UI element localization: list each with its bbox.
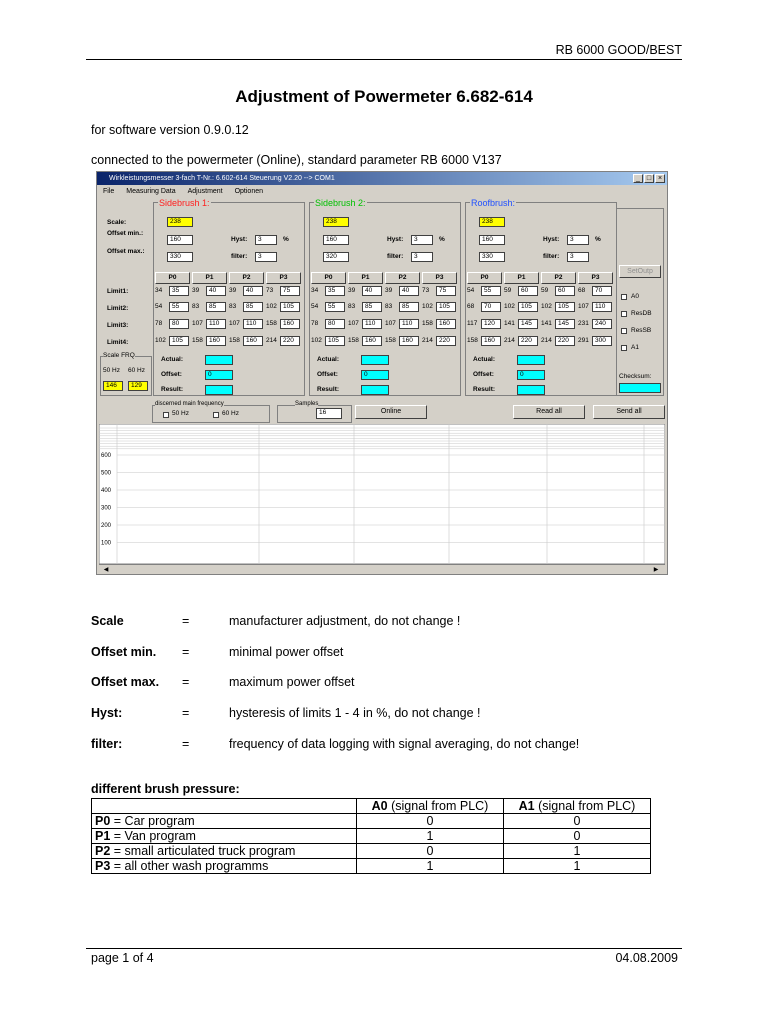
limit-high-field[interactable]: 110 — [592, 302, 612, 312]
program-code: P2 — [95, 844, 111, 858]
limit-low-value: 102 — [266, 303, 277, 310]
setoutp-button[interactable]: SetOutp — [619, 265, 661, 278]
freq-60hz-checkbox[interactable] — [213, 412, 219, 418]
definition-term: Scale — [91, 614, 124, 628]
table-header-empty — [92, 799, 357, 814]
limit-low-value: 158 — [229, 337, 240, 344]
p-column-header[interactable]: P3 — [578, 272, 613, 284]
limit-high-field[interactable]: 220 — [280, 336, 300, 346]
limit-high-field[interactable]: 105 — [325, 336, 345, 346]
percent-label: % — [439, 236, 445, 243]
definition-term: filter: — [91, 737, 123, 751]
program-description: = small articulated truck program — [110, 844, 296, 858]
y-tick-label: 100 — [101, 540, 112, 547]
limit-high-field[interactable]: 60 — [555, 286, 575, 296]
limit1-row-label: Limit1: — [107, 288, 129, 295]
read-all-button[interactable]: Read all — [513, 405, 585, 419]
p-column-header[interactable]: P2 — [541, 272, 576, 284]
limit-high-field[interactable]: 85 — [206, 302, 226, 312]
output-checkbox[interactable] — [621, 311, 627, 317]
p-column-header[interactable]: P1 — [348, 272, 383, 284]
percent-label: % — [283, 236, 289, 243]
main-frequency-label: discerned main frequency — [155, 401, 224, 407]
limit-high-field[interactable]: 35 — [169, 286, 189, 296]
limit-low-value: 68 — [467, 303, 475, 310]
freq-50hz-checkbox[interactable] — [163, 412, 169, 418]
output-panel — [616, 208, 664, 396]
limit-high-field[interactable]: 85 — [399, 302, 419, 312]
offset-max-row-label: Offset max.: — [107, 248, 145, 255]
pressure-table — [91, 798, 651, 874]
definition-term: Offset min. — [91, 645, 157, 659]
brush-group-name: Sidebrush 1: — [159, 198, 210, 208]
p-column-header[interactable]: P0 — [311, 272, 346, 284]
brush-group-frame — [465, 202, 617, 396]
freq-50hz-label: 50 Hz — [172, 410, 189, 417]
connection-line: connected to the powermeter (Online), standard parameter RB 6000 V137 — [91, 153, 502, 167]
limit-low-value: 291 — [578, 337, 589, 344]
limit-low-value: 83 — [229, 303, 237, 310]
measurement-plot — [99, 424, 665, 564]
limit2-row-label: Limit2: — [107, 305, 129, 312]
window-titlebar — [97, 172, 667, 185]
minimize-icon[interactable]: _ — [633, 174, 643, 183]
main-frequency-frame — [152, 405, 270, 423]
limit-high-field[interactable]: 160 — [243, 336, 263, 346]
scale-frq-60hz-label: 60 Hz — [128, 367, 145, 374]
offset-min-field[interactable]: 160 — [167, 235, 193, 245]
offset-label: Offset: — [473, 371, 494, 378]
scale-row-label: Scale: — [107, 219, 127, 226]
actual-field — [517, 355, 545, 365]
limit-high-field[interactable]: 85 — [362, 302, 382, 312]
scale-frq-50hz-label: 50 Hz — [103, 367, 120, 374]
offset-field: 0 — [361, 370, 389, 380]
limit-high-field[interactable]: 145 — [518, 319, 538, 329]
limit-high-field[interactable]: 110 — [399, 319, 419, 329]
limit-high-field[interactable]: 105 — [518, 302, 538, 312]
limit-high-field[interactable]: 40 — [206, 286, 226, 296]
output-checkbox[interactable] — [621, 294, 627, 300]
menu-file[interactable]: File — [103, 188, 115, 195]
result-field — [361, 385, 389, 395]
result-field — [517, 385, 545, 395]
limit-low-value: 214 — [504, 337, 515, 344]
offset-max-field[interactable]: 330 — [167, 252, 193, 262]
hyst-label: Hyst: — [387, 236, 404, 243]
p-column-header[interactable]: P1 — [192, 272, 227, 284]
limit-high-field[interactable]: 105 — [280, 302, 300, 312]
limit-high-field[interactable]: 40 — [399, 286, 419, 296]
limit-high-field[interactable]: 55 — [481, 286, 501, 296]
limit-low-value: 39 — [348, 287, 356, 294]
limit-high-field[interactable]: 60 — [518, 286, 538, 296]
filter-label: filter: — [231, 253, 248, 260]
scroll-right-icon[interactable]: ▶ — [653, 567, 659, 573]
limit-low-value: 83 — [348, 303, 356, 310]
limit-low-value: 102 — [504, 303, 515, 310]
limit-high-field[interactable]: 240 — [592, 319, 612, 329]
filter-field[interactable]: 3 — [255, 252, 277, 262]
limit-low-value: 102 — [541, 303, 552, 310]
limit-high-field[interactable]: 55 — [325, 302, 345, 312]
table-row — [92, 814, 651, 829]
limit-low-value: 39 — [385, 287, 393, 294]
limit-high-field[interactable]: 105 — [169, 336, 189, 346]
limit-low-value: 107 — [229, 320, 240, 327]
hyst-field[interactable]: 3 — [411, 235, 433, 245]
limit-high-field[interactable]: 120 — [481, 319, 501, 329]
pressure-heading: different brush pressure: — [91, 782, 240, 796]
y-tick-label: 200 — [101, 523, 112, 529]
limit-low-value: 73 — [422, 287, 430, 294]
limit-high-field[interactable]: 55 — [169, 302, 189, 312]
filter-field[interactable]: 3 — [411, 252, 433, 262]
offset-label: Offset: — [317, 371, 338, 378]
limit-high-field[interactable]: 160 — [362, 336, 382, 346]
a1-value: 1 — [504, 859, 651, 874]
p-column-header[interactable]: P1 — [504, 272, 539, 284]
p-column-header[interactable]: P3 — [422, 272, 457, 284]
table-row — [92, 844, 651, 859]
limit-low-value: 54 — [155, 303, 163, 310]
a0-label: A0 — [371, 799, 388, 813]
output-label: ResSB — [631, 327, 652, 334]
brush-group-name: Sidebrush 2: — [315, 198, 366, 208]
limit-low-value: 39 — [192, 287, 200, 294]
limit-low-value: 107 — [578, 303, 589, 310]
actual-label: Actual: — [161, 356, 184, 363]
definition-term: Offset max. — [91, 675, 160, 689]
filter-field[interactable]: 3 — [567, 252, 589, 262]
menu-adjustment[interactable]: Adjustment — [187, 188, 223, 195]
maximize-icon[interactable]: □ — [644, 174, 654, 183]
limit-low-value: 158 — [192, 337, 203, 344]
send-all-button[interactable]: Send all — [593, 405, 665, 419]
result-field — [205, 385, 233, 395]
offset-max-field[interactable]: 330 — [479, 252, 505, 262]
scale-frq-label: Scale FRQ — [103, 352, 135, 359]
limit-high-field[interactable]: 160 — [399, 336, 419, 346]
limit-low-value: 39 — [229, 287, 237, 294]
scroll-left-icon[interactable]: ◀ — [103, 567, 109, 573]
limit-high-field[interactable]: 110 — [206, 319, 226, 329]
a0-value: 0 — [357, 814, 504, 829]
limit-high-field[interactable]: 160 — [206, 336, 226, 346]
brush-group-frame — [309, 202, 461, 396]
definition-equals: = — [182, 706, 190, 720]
limit-low-value: 107 — [192, 320, 203, 327]
definition-equals: = — [182, 675, 190, 689]
limit-low-value: 34 — [311, 287, 319, 294]
filter-label: filter: — [543, 253, 560, 260]
actual-field — [205, 355, 233, 365]
table-header-row — [92, 799, 651, 814]
program-code: P1 — [95, 829, 111, 843]
program-description: = Car program — [110, 814, 195, 828]
output-checkbox[interactable] — [621, 328, 627, 334]
definition-term: Hyst: — [91, 706, 123, 720]
header-rule — [86, 59, 682, 60]
limit-high-field[interactable]: 70 — [481, 302, 501, 312]
checksum-label: Checksum: — [619, 373, 652, 380]
definition-equals: = — [182, 737, 190, 751]
limit-high-field[interactable]: 40 — [243, 286, 263, 296]
limit-low-value: 54 — [311, 303, 319, 310]
offset-label: Offset: — [161, 371, 182, 378]
limit-low-value: 107 — [348, 320, 359, 327]
limit-high-field[interactable]: 85 — [243, 302, 263, 312]
offset-min-row-label: Offset min.: — [107, 230, 144, 237]
software-version-line: for software version 0.9.0.12 — [91, 123, 249, 137]
hyst-label: Hyst: — [231, 236, 248, 243]
actual-label: Actual: — [473, 356, 496, 363]
limit-low-value: 83 — [385, 303, 393, 310]
checksum-field — [619, 383, 661, 393]
limit-low-value: 158 — [467, 337, 478, 344]
offset-max-field[interactable]: 320 — [323, 252, 349, 262]
scale-frq-60hz-field[interactable]: 129 — [128, 381, 148, 391]
a0-value: 1 — [357, 859, 504, 874]
limit-low-value: 158 — [348, 337, 359, 344]
scale-field[interactable]: 238 — [323, 217, 349, 227]
output-label: ResDB — [631, 310, 652, 317]
program-cell — [92, 829, 357, 844]
footer-rule — [86, 948, 682, 949]
limit-high-field[interactable]: 220 — [555, 336, 575, 346]
definition-description: manufacturer adjustment, do not change ! — [229, 614, 461, 628]
limit-low-value: 83 — [192, 303, 200, 310]
limit-low-value: 158 — [422, 320, 433, 327]
definition-description: minimal power offset — [229, 645, 344, 659]
definition-description: frequency of data logging with signal averaging, do not change! — [229, 737, 580, 751]
table-row — [92, 859, 651, 874]
limit-high-field[interactable]: 160 — [436, 319, 456, 329]
table-header-a1 — [504, 799, 651, 814]
a0-value: 1 — [357, 829, 504, 844]
limit-low-value: 54 — [467, 287, 475, 294]
limit-low-value: 214 — [266, 337, 277, 344]
horizontal-scrollbar[interactable] — [99, 564, 665, 575]
table-header-a0 — [357, 799, 504, 814]
y-tick-label: 600 — [101, 453, 112, 459]
actual-label: Actual: — [317, 356, 340, 363]
limit-low-value: 214 — [422, 337, 433, 344]
program-code: P3 — [95, 859, 111, 873]
limit-high-field[interactable]: 145 — [555, 319, 575, 329]
limit-high-field[interactable]: 75 — [280, 286, 300, 296]
limit-high-field[interactable]: 220 — [436, 336, 456, 346]
limit-low-value: 158 — [385, 337, 396, 344]
limit-high-field[interactable]: 35 — [325, 286, 345, 296]
limit-low-value: 59 — [504, 287, 512, 294]
freq-60hz-label: 60 Hz — [222, 410, 239, 417]
program-description: = all other wash programms — [110, 859, 269, 873]
offset-min-field[interactable]: 160 — [479, 235, 505, 245]
a0-desc: (signal from PLC) — [387, 799, 489, 813]
offset-field: 0 — [517, 370, 545, 380]
a1-desc: (signal from PLC) — [534, 799, 636, 813]
limit-high-field[interactable]: 110 — [243, 319, 263, 329]
limit-low-value: 107 — [385, 320, 396, 327]
p-column-header[interactable]: P2 — [385, 272, 420, 284]
program-code: P0 — [95, 814, 111, 828]
samples-field[interactable]: 16 — [316, 408, 342, 419]
output-label: A0 — [631, 293, 639, 300]
limit-high-field[interactable]: 105 — [555, 302, 575, 312]
menu-optionen[interactable]: Optionen — [234, 188, 264, 195]
limit-high-field[interactable]: 75 — [436, 286, 456, 296]
online-button[interactable]: Online — [355, 405, 427, 419]
scale-frq-50hz-field[interactable]: 146 — [103, 381, 123, 391]
limit-low-value: 73 — [266, 287, 274, 294]
a1-label: A1 — [518, 799, 535, 813]
a1-value: 0 — [504, 814, 651, 829]
menu-bar — [97, 186, 267, 197]
definition-equals: = — [182, 645, 190, 659]
offset-field: 0 — [205, 370, 233, 380]
limit-high-field[interactable]: 160 — [481, 336, 501, 346]
window-title: Wirkleistungsmesser 3-fach T-Nr.: 6.602-614 Steuerung V2.20 --> COM1 — [109, 175, 335, 182]
hyst-label: Hyst: — [543, 236, 560, 243]
limit-low-value: 231 — [578, 320, 589, 327]
p-column-header[interactable]: P3 — [266, 272, 301, 284]
offset-min-field[interactable]: 160 — [323, 235, 349, 245]
scale-field[interactable]: 238 — [479, 217, 505, 227]
a1-value: 1 — [504, 844, 651, 859]
p-column-header[interactable]: P0 — [155, 272, 190, 284]
page-number: page 1 of 4 — [91, 951, 154, 965]
page-title: Adjustment of Powermeter 6.682-614 — [235, 87, 533, 106]
limit-low-value: 102 — [422, 303, 433, 310]
y-tick-label: 300 — [101, 505, 112, 512]
limit4-row-label: Limit4: — [107, 339, 129, 346]
limit-low-value: 78 — [311, 320, 319, 327]
definition-equals: = — [182, 614, 190, 628]
actual-field — [361, 355, 389, 365]
definition-description: maximum power offset — [229, 675, 355, 689]
limit-high-field[interactable]: 300 — [592, 336, 612, 346]
footer-date: 04.08.2009 — [615, 951, 678, 965]
output-checkbox[interactable] — [621, 345, 627, 351]
limit-high-field[interactable]: 40 — [362, 286, 382, 296]
limit-low-value: 102 — [155, 337, 166, 344]
y-tick-label: 500 — [101, 470, 112, 477]
program-cell — [92, 859, 357, 874]
filter-label: filter: — [387, 253, 404, 260]
menu-measuring-data[interactable]: Measuring Data — [126, 188, 176, 195]
percent-label: % — [595, 236, 601, 243]
close-icon[interactable]: × — [655, 174, 665, 183]
limit-low-value: 68 — [578, 287, 586, 294]
document-code: RB 6000 GOOD/BEST — [555, 43, 682, 57]
limit-high-field[interactable]: 110 — [362, 319, 382, 329]
limit-high-field[interactable]: 80 — [169, 319, 189, 329]
limit3-row-label: Limit3: — [107, 322, 129, 329]
hyst-field[interactable]: 3 — [255, 235, 277, 245]
a0-value: 0 — [357, 844, 504, 859]
limit-high-field[interactable]: 220 — [518, 336, 538, 346]
powermeter-app-screenshot — [96, 171, 668, 575]
samples-label: Samples — [295, 401, 319, 407]
limit-high-field[interactable]: 70 — [592, 286, 612, 296]
limit-low-value: 102 — [311, 337, 322, 344]
definition-description: hysteresis of limits 1 - 4 in %, do not change ! — [229, 706, 481, 720]
limit-low-value: 214 — [541, 337, 552, 344]
brush-group-name: Roofbrush: — [471, 198, 516, 208]
limit-low-value: 78 — [155, 320, 163, 327]
result-label: Result: — [317, 386, 340, 393]
limit-low-value: 158 — [266, 320, 277, 327]
result-label: Result: — [161, 386, 184, 393]
limit-low-value: 141 — [541, 320, 552, 327]
limit-low-value: 141 — [504, 320, 515, 327]
program-description: = Van program — [110, 829, 196, 843]
scale-field[interactable]: 238 — [167, 217, 193, 227]
limit-high-field[interactable]: 80 — [325, 319, 345, 329]
limit-low-value: 59 — [541, 287, 549, 294]
limit-high-field[interactable]: 105 — [436, 302, 456, 312]
p-column-header[interactable]: P0 — [467, 272, 502, 284]
hyst-field[interactable]: 3 — [567, 235, 589, 245]
limit-high-field[interactable]: 160 — [280, 319, 300, 329]
y-tick-label: 400 — [101, 488, 112, 494]
program-cell — [92, 844, 357, 859]
limit-low-value: 117 — [467, 320, 478, 327]
result-label: Result: — [473, 386, 496, 393]
a1-value: 0 — [504, 829, 651, 844]
p-column-header[interactable]: P2 — [229, 272, 264, 284]
table-row — [92, 829, 651, 844]
brush-group-frame — [153, 202, 305, 396]
output-label: A1 — [631, 344, 639, 351]
program-cell — [92, 814, 357, 829]
limit-low-value: 34 — [155, 287, 163, 294]
